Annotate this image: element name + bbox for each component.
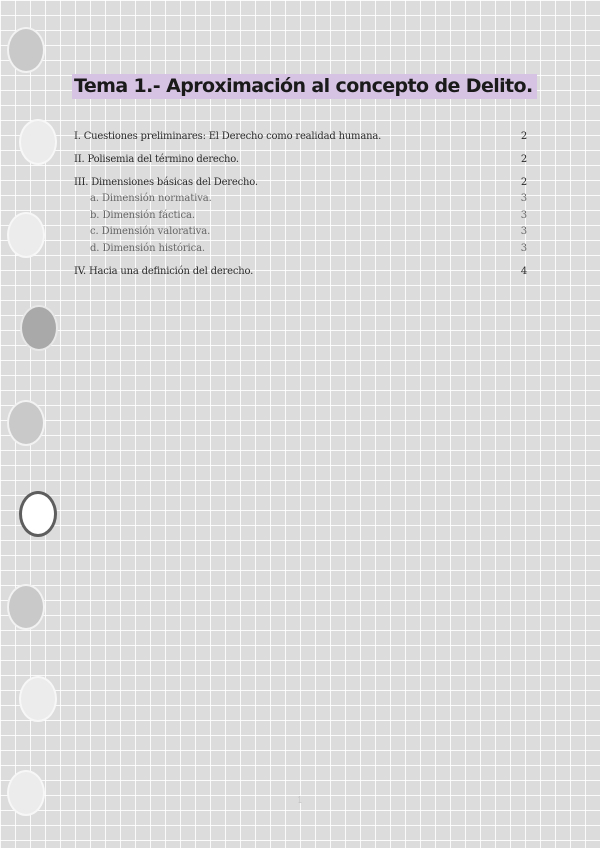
binder-hole [19,491,57,537]
toc-entry-page: 2 [520,131,527,142]
toc-subentry[interactable] [74,241,528,258]
toc-entry[interactable] [74,129,528,145]
toc-subentry-page: 3 [520,226,527,237]
binder-hole [7,400,45,446]
binder-hole [20,305,58,351]
toc-subentry[interactable] [74,224,528,241]
toc-entry-label: II. Polisemia del término derecho. [74,154,239,165]
binder-hole [19,119,57,165]
toc-entry-page: 2 [520,154,527,165]
binder-hole [19,676,57,722]
toc-subentry-label: a. Dimensión normativa. [90,193,212,204]
toc-subentry[interactable] [74,208,528,225]
toc-entry-label: IV. Hacia una definición del derecho. [74,265,254,277]
toc-entry[interactable] [74,152,528,168]
toc-entry[interactable] [74,175,528,191]
table-of-contents [74,129,528,280]
toc-subentry-label: c. Dimensión valorativa. [90,226,211,237]
binder-hole [7,27,45,73]
toc-subentry-label: b. Dimensión fáctica. [90,209,195,221]
page-title: Tema 1.- Aproximación al concepto de Delito. [72,74,537,99]
binder-hole [7,584,45,630]
toc-subentry-page: 3 [520,209,527,221]
toc-entry-page: 2 [520,177,527,188]
toc-subentry[interactable] [74,191,528,208]
binder-hole [7,770,45,816]
toc-entry-label: I. Cuestiones preliminares: El Derecho como realidad humana. [74,131,382,142]
toc-subentry-page: 3 [520,242,527,254]
toc-entry-page: 4 [520,265,527,277]
binder-hole [7,212,45,258]
toc-subentry-label: d. Dimensión histórica. [90,242,206,254]
toc-entry-label: III. Dimensiones básicas del Derecho. [74,177,258,188]
binder-holes [0,0,70,848]
page-number: 1 [297,796,303,806]
toc-entry[interactable] [74,264,528,280]
toc-subentry-page: 3 [520,193,527,204]
